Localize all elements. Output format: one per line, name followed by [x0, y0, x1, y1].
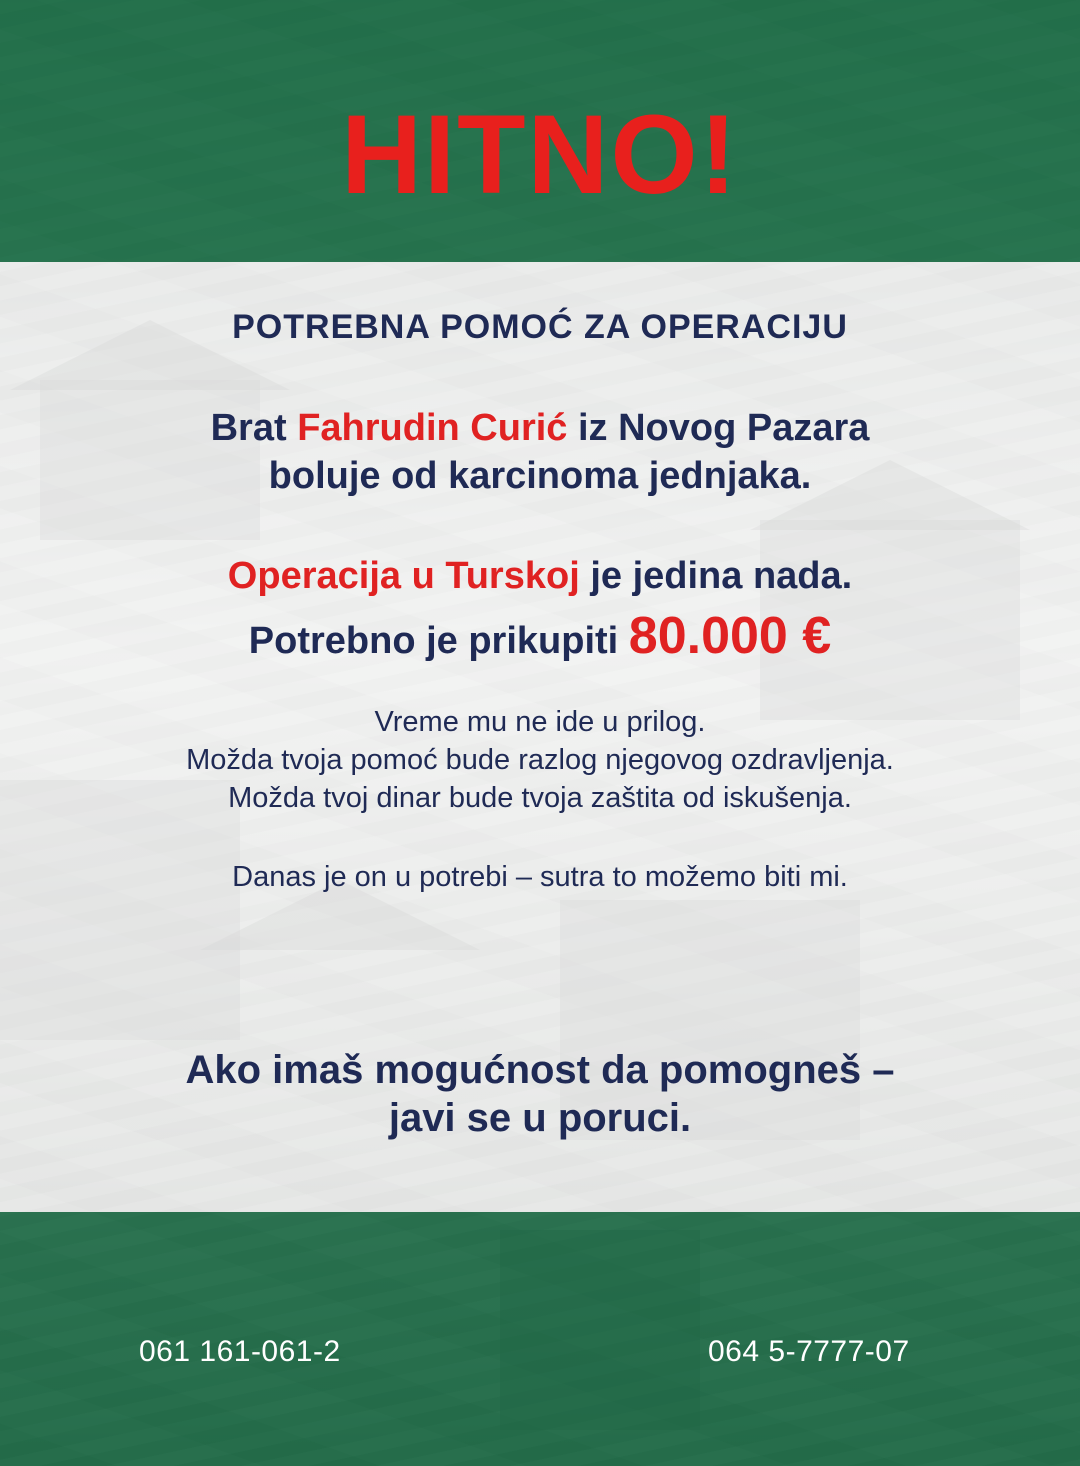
patient-name: Fahrudin Curić	[297, 407, 568, 449]
hope-rest: je jedina nada.	[590, 555, 853, 597]
need-line	[0, 608, 1080, 669]
intro-brat: Brat	[210, 407, 287, 449]
need-text: Potrebno je prikupiti	[248, 620, 619, 662]
phone-number-1: 061 161-061-2	[139, 1335, 341, 1368]
intro-line-1	[0, 404, 1080, 452]
phone-number-2: 064 5-7777-07	[708, 1335, 910, 1368]
intro-from: iz Novog Pazara	[577, 407, 870, 449]
paragraph-line: Možda tvoja pomoć bude razlog njegovog ozdravljenja.	[186, 744, 894, 776]
paragraph-line: Vreme mu ne ide u prilog.	[374, 706, 706, 738]
headline: HITNO!	[341, 92, 739, 217]
call-to-action-line-1: Ako imaš mogućnost da pomogneš –	[185, 1048, 895, 1092]
paragraph-line: Danas je on u potrebi – sutra to možemo biti mi.	[232, 861, 848, 893]
hope-highlight: Operacija u Turskoj	[227, 555, 580, 597]
page-title: POTREBNA POMOĆ ZA OPERACIJU	[232, 308, 848, 346]
paragraph-line: Možda tvoj dinar bude tvoja zaštita od iskušenja.	[228, 782, 852, 814]
hope-line	[0, 552, 1080, 600]
intro-line-2: boluje od karcinoma jednjaka.	[268, 455, 812, 497]
need-amount: 80.000 €	[628, 607, 832, 665]
call-to-action-line-2: javi se u poruci.	[388, 1096, 692, 1140]
